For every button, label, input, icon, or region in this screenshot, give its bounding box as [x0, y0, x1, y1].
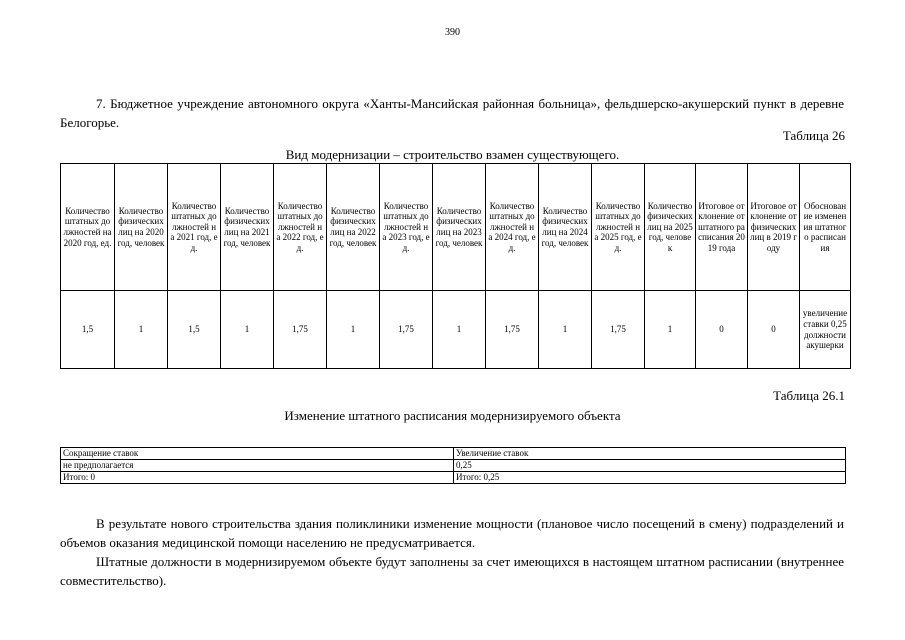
value-cell: 1 — [645, 291, 696, 369]
value-cell: 1,75 — [274, 291, 327, 369]
value-cell: 0 — [748, 291, 800, 369]
header-cell: Количество штатных должностей на 2024 год, ед. — [486, 164, 539, 291]
header-cell: Количество физических лиц на 2021 год, человек — [221, 164, 274, 291]
header-cell: Количество физических лиц на 2022 год, человек — [327, 164, 380, 291]
table-cell: Увеличение ставок — [454, 448, 846, 460]
value-cell: 1,75 — [486, 291, 539, 369]
header-cell: Итоговое отклонение от штатного расписания 2019 года — [696, 164, 748, 291]
modernization-table — [60, 163, 851, 369]
staffing-change-table — [60, 447, 846, 484]
header-cell: Количество штатных должностей на 2020 год, ед. — [61, 164, 115, 291]
justification-cell: увеличение ставки 0,25 должности акушерки — [800, 291, 851, 369]
table-26-caption: Вид модернизации – строительство взамен существующего. — [285, 147, 620, 162]
table-row — [61, 448, 846, 460]
header-cell: Итоговое отклонение от физических лиц в 2019 году — [748, 164, 800, 291]
staffing-paragraph: Штатные должности в модернизируемом объекте будут заполнены за счет имеющихся в настоящем штатном расписании (внутреннее совместительство). — [60, 554, 844, 588]
table-row — [61, 460, 846, 472]
intro-paragraph: 7. Бюджетное учреждение автономного округа «Ханты-Мансийская районная больница», фельдшерско-акушерский пункт в деревне Белогорье. — [60, 96, 844, 130]
header-cell: Количество физических лиц на 2024 год, человек — [539, 164, 592, 291]
header-cell: Количество штатных должностей на 2021 год, ед. — [168, 164, 221, 291]
header-cell: Количество штатных должностей на 2025 год, ед. — [592, 164, 645, 291]
table-cell: Сокращение ставок — [61, 448, 454, 460]
value-cell: 1,5 — [61, 291, 115, 369]
value-cell: 1,75 — [592, 291, 645, 369]
table-26-label: Таблица 26 — [782, 128, 845, 143]
table-row — [61, 472, 846, 484]
header-cell: Количество физических лиц на 2023 год, человек — [433, 164, 486, 291]
header-cell: Количество физических лиц на 2020 год, человек — [115, 164, 168, 291]
header-cell: Количество физических лиц на 2025 год, человек — [645, 164, 696, 291]
value-cell: 1,5 — [168, 291, 221, 369]
capacity-paragraph: В результате нового строительства здания поликлиники изменение мощности (плановое число посещений в смену) подразделений и объемов оказания медицинской помощи населению не предусматривается. — [60, 516, 844, 550]
header-cell: Количество штатных должностей на 2023 год, ед. — [380, 164, 433, 291]
page-number: 390 — [445, 27, 460, 38]
value-cell: 1 — [433, 291, 486, 369]
value-cell: 1,75 — [380, 291, 433, 369]
table-26-1-caption: Изменение штатного расписания модернизируемого объекта — [284, 408, 621, 423]
value-cell: 1 — [327, 291, 380, 369]
modernization-values-row — [61, 291, 851, 369]
modernization-header-row — [61, 164, 851, 291]
table-cell: 0,25 — [454, 460, 846, 472]
table-cell: Итого: 0,25 — [454, 472, 846, 484]
header-cell: Количество штатных должностей на 2022 год, ед. — [274, 164, 327, 291]
value-cell: 0 — [696, 291, 748, 369]
value-cell: 1 — [221, 291, 274, 369]
table-26-1-label: Таблица 26.1 — [773, 388, 845, 403]
table-cell: Итого: 0 — [61, 472, 454, 484]
table-cell: не предполагается — [61, 460, 454, 472]
value-cell: 1 — [115, 291, 168, 369]
header-cell: Обоснование изменения штатного расписания — [800, 164, 851, 291]
value-cell: 1 — [539, 291, 592, 369]
